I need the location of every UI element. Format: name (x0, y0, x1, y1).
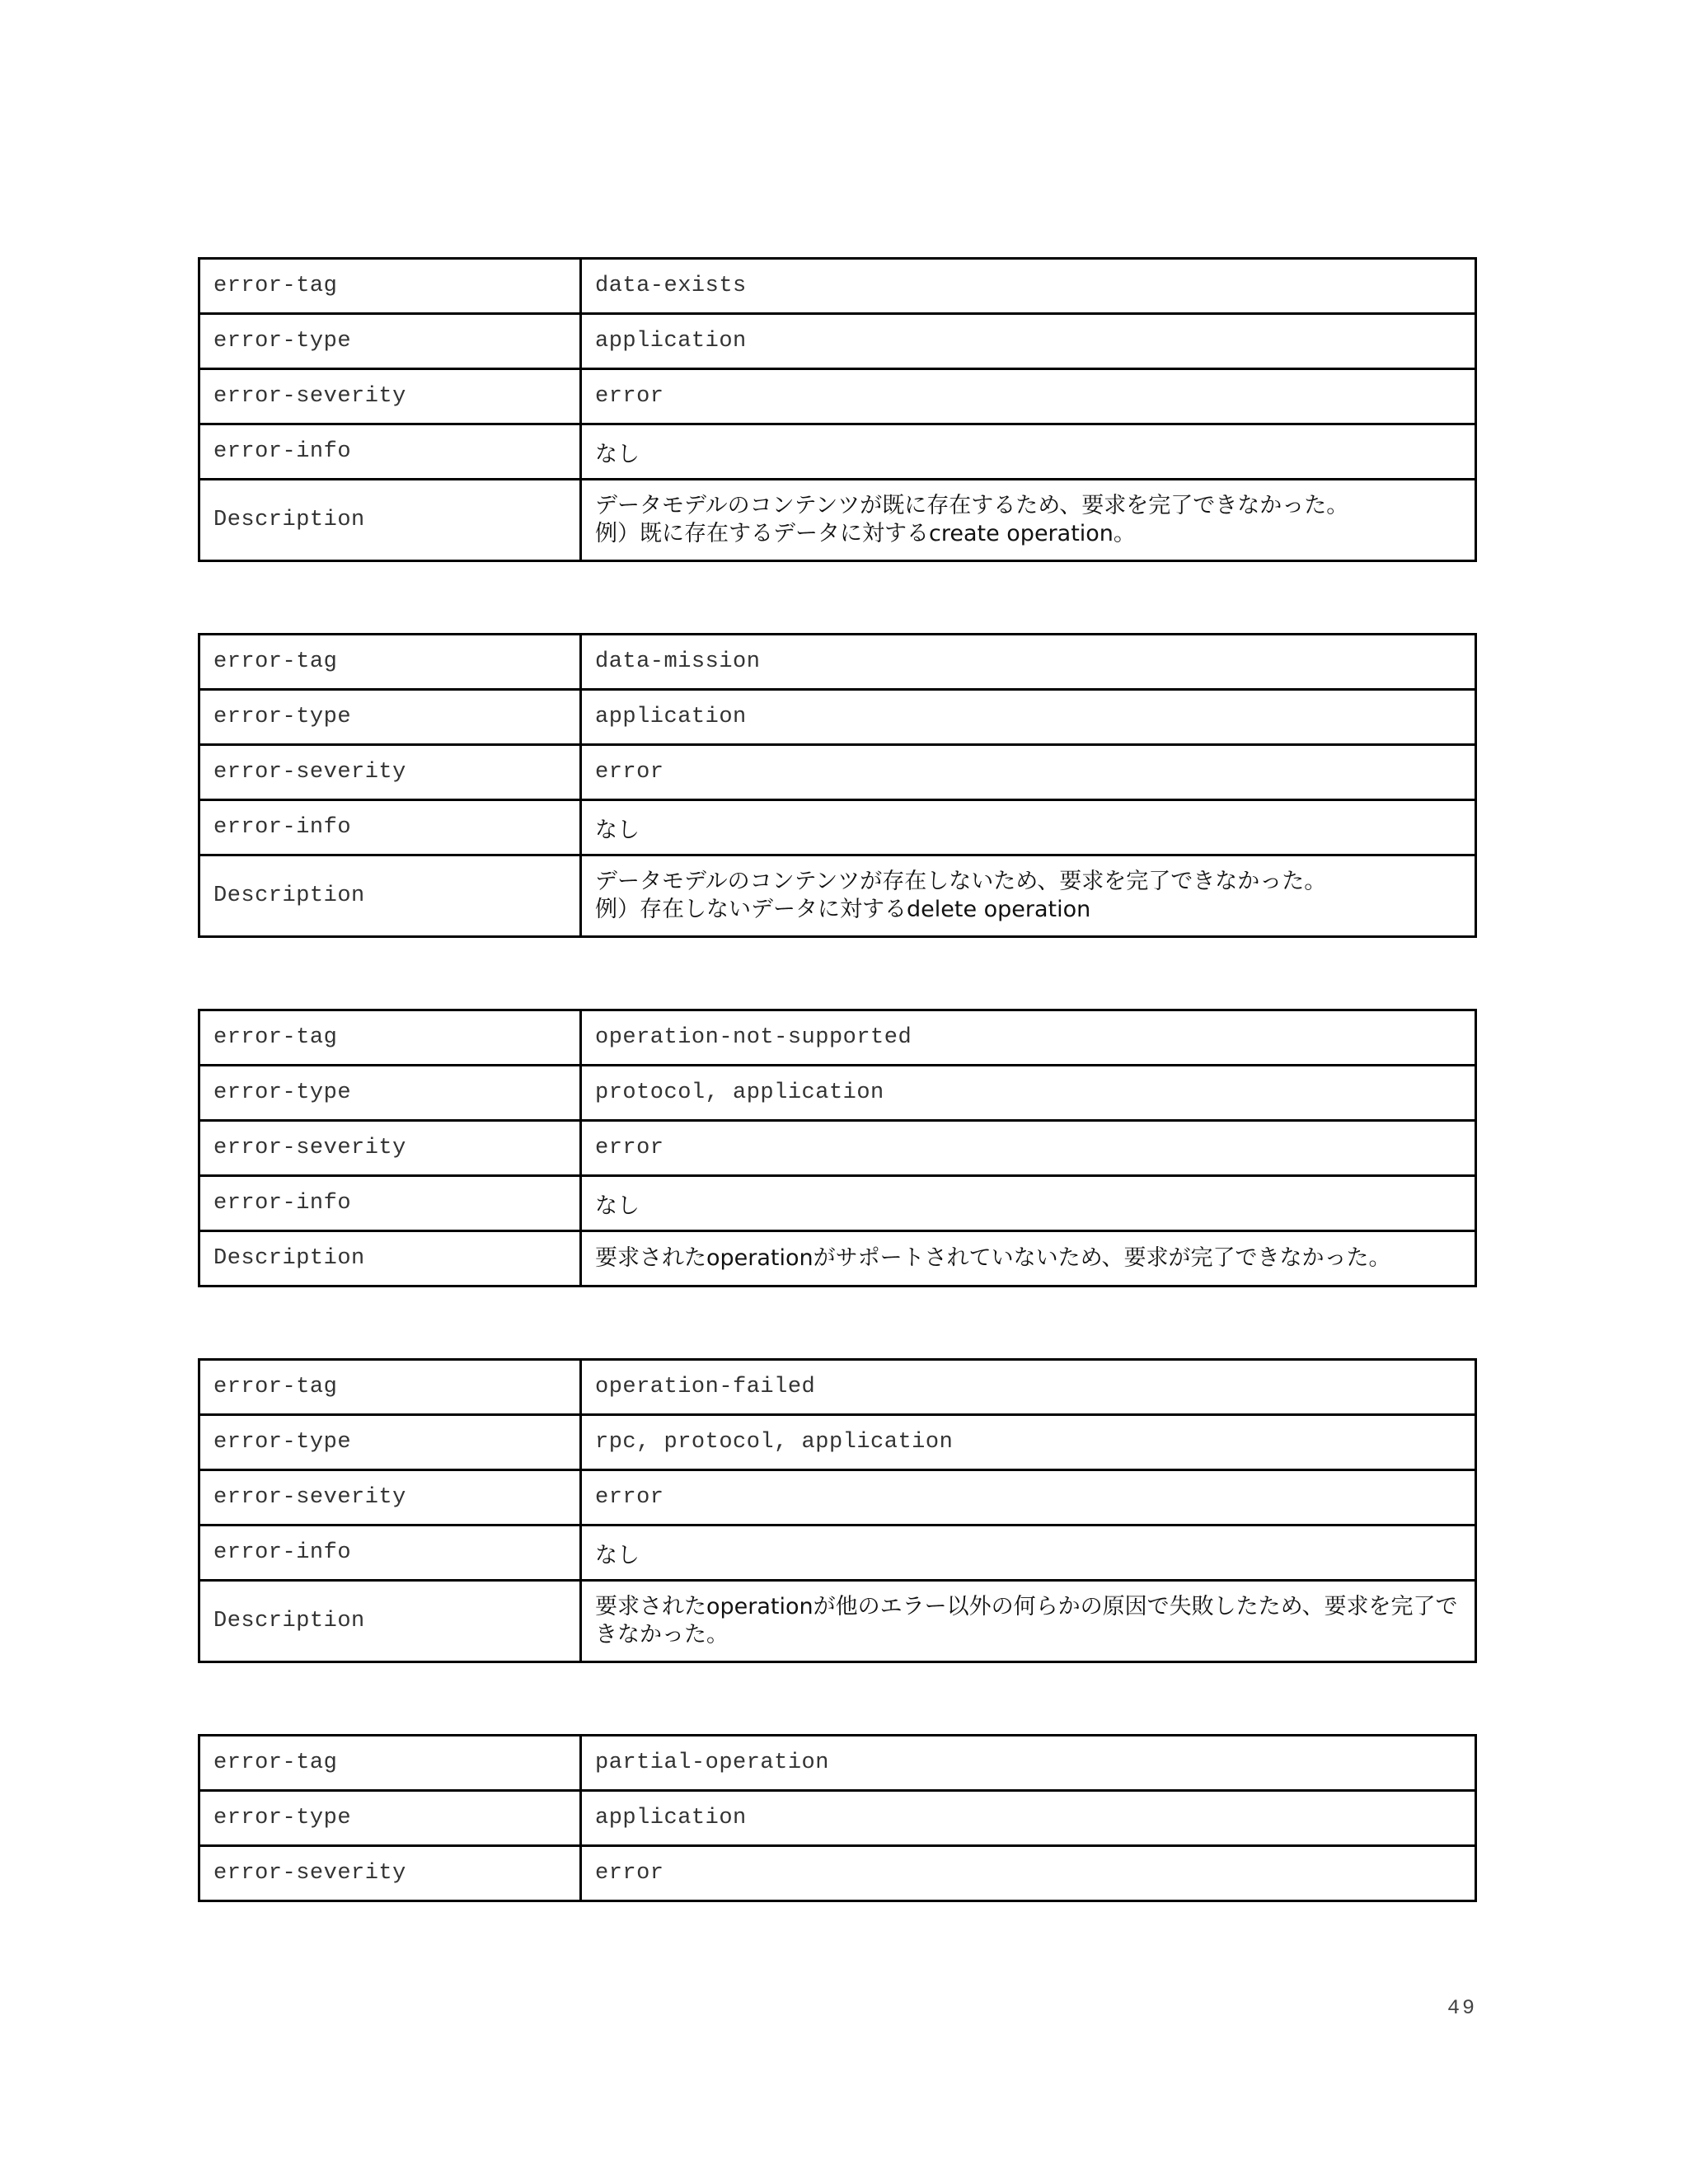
value-cell: partial-operation (581, 1736, 1476, 1791)
key-cell: error-tag (199, 259, 581, 314)
description-line: 例）既に存在するデータに対するcreate operation。 (595, 521, 1136, 546)
key-cell: error-type (199, 690, 581, 745)
key-cell: error-severity (199, 369, 581, 424)
value-cell: error (581, 1846, 1476, 1901)
table-row (199, 1010, 1476, 1066)
value-cell: data-mission (581, 635, 1476, 690)
value-cell: rpc, protocol, application (581, 1415, 1476, 1470)
value-cell: application (581, 690, 1476, 745)
error-table-operation-not-supported (198, 1009, 1477, 1287)
value-cell: operation-not-supported (581, 1010, 1476, 1066)
key-cell: Description (199, 855, 581, 937)
table-row (199, 1360, 1476, 1415)
table-row (199, 800, 1476, 855)
value-cell: error (581, 369, 1476, 424)
description-line: きなかった。 (595, 1622, 729, 1647)
value-cell: application (581, 1791, 1476, 1846)
value-cell: operation-failed (581, 1360, 1476, 1415)
value-cell: error (581, 745, 1476, 800)
table-row (199, 369, 1476, 424)
table-row (199, 745, 1476, 800)
table-row (199, 314, 1476, 369)
table-row (199, 1066, 1476, 1121)
key-cell: error-info (199, 800, 581, 855)
table-row (199, 1176, 1476, 1231)
table-row (199, 855, 1476, 937)
table-row (199, 1121, 1476, 1176)
table-row (199, 1415, 1476, 1470)
key-cell: error-tag (199, 1360, 581, 1415)
value-cell: data-exists (581, 259, 1476, 314)
key-cell: Description (199, 1581, 581, 1662)
description-line: データモデルのコンテンツが既に存在するため、要求を完了できなかった。 (595, 493, 1349, 518)
key-cell: error-tag (199, 1736, 581, 1791)
description-cell (581, 480, 1476, 561)
table-row (199, 1791, 1476, 1846)
value-cell: なし (581, 800, 1476, 855)
error-table-data-mission (198, 633, 1477, 938)
description-line: データモデルのコンテンツが存在しないため、要求を完了できなかった。 (595, 869, 1327, 894)
key-cell: error-severity (199, 1470, 581, 1526)
table-row (199, 480, 1476, 561)
description-line: 要求されたoperationが他のエラー以外の何らかの原因で失敗したため、要求を完了で (595, 1594, 1458, 1619)
key-cell: Description (199, 480, 581, 561)
key-cell: error-info (199, 424, 581, 480)
key-cell: error-type (199, 1791, 581, 1846)
table-row (199, 424, 1476, 480)
table-row (199, 1736, 1476, 1791)
key-cell: error-severity (199, 745, 581, 800)
table-row (199, 1526, 1476, 1581)
table-row (199, 690, 1476, 745)
value-cell: protocol, application (581, 1066, 1476, 1121)
value-cell: error (581, 1121, 1476, 1176)
error-table-partial-operation (198, 1734, 1477, 1902)
key-cell: error-type (199, 314, 581, 369)
key-cell: error-type (199, 1066, 581, 1121)
key-cell: error-type (199, 1415, 581, 1470)
table-row (199, 635, 1476, 690)
error-table-data-exists (198, 257, 1477, 562)
value-cell: なし (581, 1526, 1476, 1581)
table-row (199, 1231, 1476, 1286)
value-cell: なし (581, 1176, 1476, 1231)
key-cell: error-tag (199, 1010, 581, 1066)
page-number: 49 (1447, 1996, 1477, 2020)
description-cell (581, 1581, 1476, 1662)
key-cell: error-severity (199, 1121, 581, 1176)
table-row (199, 1581, 1476, 1662)
key-cell: error-info (199, 1176, 581, 1231)
error-table-operation-failed (198, 1358, 1477, 1663)
table-row (199, 1470, 1476, 1526)
key-cell: Description (199, 1231, 581, 1286)
description-line: 例）存在しないデータに対するdelete operation (595, 897, 1091, 922)
key-cell: error-info (199, 1526, 581, 1581)
value-cell: なし (581, 424, 1476, 480)
key-cell: error-severity (199, 1846, 581, 1901)
key-cell: error-tag (199, 635, 581, 690)
table-row (199, 259, 1476, 314)
description-cell (581, 1231, 1476, 1286)
value-cell: application (581, 314, 1476, 369)
description-line: 要求されたoperationがサポートされていないため、要求が完了できなかった。 (595, 1245, 1391, 1271)
value-cell: error (581, 1470, 1476, 1526)
description-cell (581, 855, 1476, 937)
table-row (199, 1846, 1476, 1901)
